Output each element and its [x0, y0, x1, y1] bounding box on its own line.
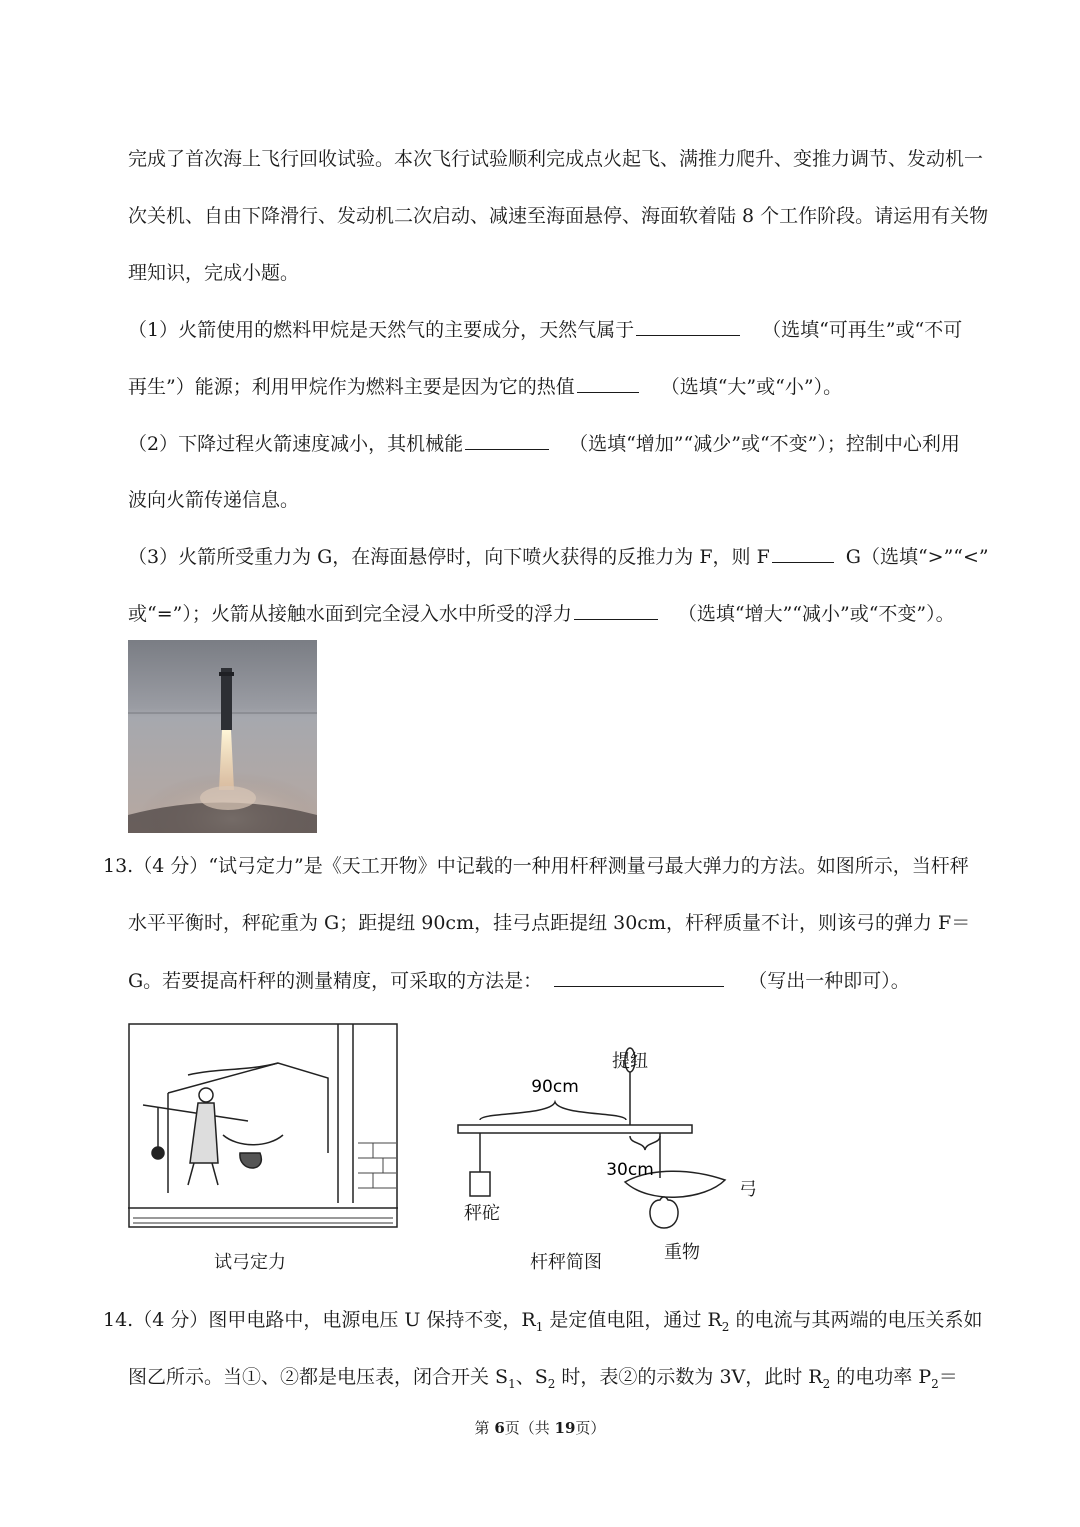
woodcut-brick-wall: [358, 1143, 396, 1188]
footer-pre: 第: [474, 1419, 495, 1437]
brace-30cm: [630, 1136, 660, 1150]
page-footer: [0, 1417, 1080, 1438]
rocket-spray: [200, 786, 256, 810]
q12-part1-blank-1[interactable]: [636, 315, 740, 336]
q12-part2-line1: [128, 429, 960, 458]
woodcut-leg-left: [188, 1163, 194, 1185]
q14-sub-r2b: 2: [822, 1376, 831, 1391]
q13-text-d: （写出一种即可）。: [748, 970, 910, 992]
brace-90cm: [480, 1102, 626, 1120]
intro-line-1: 完成了首次海上飞行回收试验。本次飞行试验顺利完成点火起飞、满推力爬升、变推力调节、发动机一: [128, 148, 984, 170]
q13-line2: 水平平衡时，秤砣重为 G；距提纽 90cm，挂弓点距提纽 30cm，杆秤质量不计，则该弓的弹力 F＝: [128, 912, 971, 934]
q13-line3: [128, 966, 910, 995]
intro-line-2: 次关机、自由下降滑行、发动机二次启动、减速至海面悬停、海面软着陆 8 个工作阶段。请运用有关物: [128, 205, 989, 227]
label-90cm: 90cm: [531, 1077, 579, 1097]
counterweight: [470, 1172, 490, 1196]
woodcut-weight: [152, 1147, 164, 1159]
q12-part2-line2: 波向火箭传递信息。: [128, 489, 300, 511]
woodcut-floor-hatch: [133, 1218, 393, 1223]
right-figure-caption: 杆秤简图: [530, 1252, 602, 1273]
q12-part3-text-b: G（选填“>”“<”: [845, 546, 989, 568]
woodcut-bow: [223, 1135, 283, 1145]
footer-mid: 页（共: [504, 1419, 555, 1437]
q14-sub-p2: 2: [931, 1376, 939, 1391]
label-chengtuo: 秤砣: [464, 1203, 500, 1224]
footer-page-number: 6: [494, 1419, 505, 1437]
q12-part1-line2: [128, 372, 842, 401]
q12-part3-line1: [128, 542, 989, 571]
q12-part2-text-b: （选填“增加”“减少”或“不变”）；控制中心利用: [569, 433, 960, 455]
q14-text-b5: 时，表②的示数为 3V，此时 R: [555, 1366, 823, 1388]
steelyard-beam: [458, 1125, 692, 1133]
label-zhongwu: 重物: [664, 1242, 700, 1263]
left-figure-caption: 试弓定力: [214, 1252, 286, 1273]
q13-text-c: G。若要提高杆秤的测量精度，可采取的方法是：: [128, 970, 543, 992]
q12-part1-text-d: （选填“大”或“小”）。: [660, 376, 843, 398]
rocket-landing-photo: [128, 640, 317, 833]
q12-part3-text-a: （3）火箭所受重力为 G，在海面悬停时，向下喷火获得的反推力为 F，则 F: [128, 546, 770, 568]
woodcut-frame: [129, 1024, 397, 1227]
q14-sub-s2: 2: [547, 1376, 556, 1391]
woodcut-awning: [188, 1063, 278, 1075]
q12-part1-line1: [128, 315, 962, 344]
intro-line-3: 理知识，完成小题。: [128, 262, 300, 284]
q14-text-b9: ＝: [938, 1366, 958, 1388]
q14-sub-r2: 2: [721, 1319, 730, 1334]
rocket-photo-svg: [128, 640, 317, 833]
q14-text-a5: 的电流与其两端的电压关系如: [729, 1309, 983, 1331]
q14-text-a3: 是定值电阻，通过 R: [543, 1309, 722, 1331]
rocket-band: [219, 672, 234, 676]
q12-part3-blank-2[interactable]: [574, 599, 658, 620]
woodcut-roof: [168, 1063, 328, 1153]
q14-text-b1: 图乙所示。当①、②都是电压表，闭合开关 S: [128, 1366, 509, 1388]
q12-part1-text-b: （选填“可再生”或“不可: [762, 319, 963, 341]
woodcut-load: [240, 1153, 261, 1168]
woodcut-head: [199, 1088, 213, 1102]
woodcut-leg-right: [212, 1163, 218, 1185]
load-bag: [650, 1197, 678, 1228]
woodcut-svg: [128, 1023, 398, 1228]
q12-part1-text-a: （1）火箭使用的燃料甲烷是天然气的主要成分，天然气属于: [128, 319, 635, 341]
q14-sub-s1: 1: [508, 1376, 516, 1391]
label-gong: 弓: [739, 1179, 757, 1200]
q13-blank[interactable]: [554, 966, 724, 987]
q14-sub-r1: 1: [535, 1319, 544, 1334]
q14-text-b3: 、S: [515, 1366, 548, 1388]
woodcut-figure: [128, 1023, 398, 1228]
q14-text-b7: 的电功率 P: [830, 1366, 932, 1388]
q12-part3-line2: [128, 599, 955, 628]
footer-post: 页）: [575, 1419, 606, 1437]
woodcut-body: [190, 1103, 218, 1163]
q12-part2-blank-1[interactable]: [465, 429, 549, 450]
q14-text-a1: 14.（4 分）图甲电路中，电源电压 U 保持不变，R: [103, 1309, 536, 1331]
footer-total-pages: 19: [554, 1419, 576, 1437]
label-tiniu: 提纽: [612, 1051, 648, 1072]
q12-part1-text-c: 再生”）能源；利用甲烷作为燃料主要是因为它的热值: [128, 376, 575, 398]
rocket-body: [221, 668, 232, 730]
q12-part2-text-a: （2）下降过程火箭速度减小，其机械能: [128, 433, 464, 455]
q12-part1-blank-2[interactable]: [577, 372, 639, 393]
q12-part3-blank-1[interactable]: [772, 542, 834, 563]
q14-line1: [103, 1306, 982, 1341]
label-30cm: 30cm: [606, 1160, 654, 1180]
q13-line1: 13.（4 分）“试弓定力”是《天工开物》中记载的一种用杆秤测量弓最大弹力的方法。如图所示，当杆秤: [103, 855, 969, 877]
q14-line2: [128, 1363, 958, 1398]
q12-part3-text-c: 或“=”）；火箭从接触水面到完全浸入水中所受的浮力: [128, 603, 572, 625]
q12-part3-text-d: （选填“增大”“减小”或“不变”）。: [677, 603, 955, 625]
